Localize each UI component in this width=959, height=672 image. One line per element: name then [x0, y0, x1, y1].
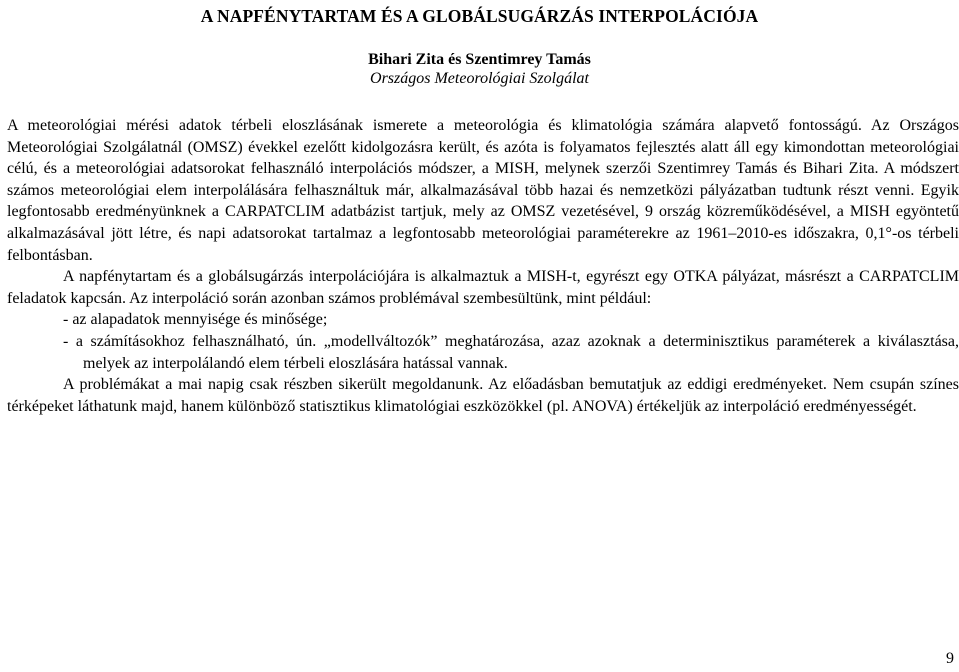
paper-title: A NAPFÉNYTARTAM ÉS A GLOBÁLSUGÁRZÁS INTERPOLÁCIÓJA	[200, 6, 759, 26]
paper-affiliation: Országos Meteorológiai Szolgálat	[370, 70, 589, 87]
paragraph: A meteorológiai mérési adatok térbeli eloszlásának ismerete a meteorológia és klimatológia számára alapvető fontosságú. Az Országos Meteorológiai Szolgálatnál (OMSZ) évekkel ezelőtt kidolgozásra került, és azóta is folyamatos fejlesztés alatt áll egy kimondottan meteorológiai célú, és a meteorológiai adatsorokat felhasználó interpolációs módszer, a MISH, melynek szerzői Szentimrey Tamás és Bihari Zita. A módszert számos meteorológiai elem interpolálására felhasználtuk már, alkalmazásával több hazai és nemzetközi pályázatban tudtunk részt venni. Egyik legfontosabb eredményünknek a CARPATCLIM adatbázist tartjuk, mely az OMSZ vezetésével, 9 ország közreműködésével, a MISH egyöntetű alkalmazásával jött létre, és napi adatsorokat tartalmaz a legfontosabb meteorológiai paraméterekre az 1961–2010-es időszakra, 0,1°-os térbeli felbontásban.	[7, 117, 959, 264]
paragraph: A problémákat a mai napig csak részben sikerült megoldanunk. Az előadásban bemutatjuk az eddigi eredményeket. Nem csupán színes térképeket láthatunk majd, hanem különböző statisztikus klimatológiai eszközökkel (pl. ANOVA) értékeljük az interpoláció eredményességét.	[7, 376, 959, 415]
paper-authors: Bihari Zita és Szentimrey Tamás	[368, 51, 591, 68]
list-item: - a számításokhoz felhasználható, ún. „modellváltozók” meghatározása, azaz azoknak a determinisztikus paraméterek a kiválasztása, melyek az interpolálandó elem térbeli eloszlására hatással vannak.	[63, 332, 959, 372]
paragraph: A napfénytartam és a globálsugárzás interpolációjára is alkalmaztuk a MISH-t, egyrészt egy OTKA pályázat, másrészt a CARPATCLIM feladatok kapcsán. Az interpoláció során azonban számos problémával szembesültünk, mint például:	[7, 268, 959, 307]
list-item: - az alapadatok mennyisége és minősége;	[63, 311, 328, 329]
abstract-body	[7, 115, 959, 417]
page-number: 9	[946, 650, 954, 667]
